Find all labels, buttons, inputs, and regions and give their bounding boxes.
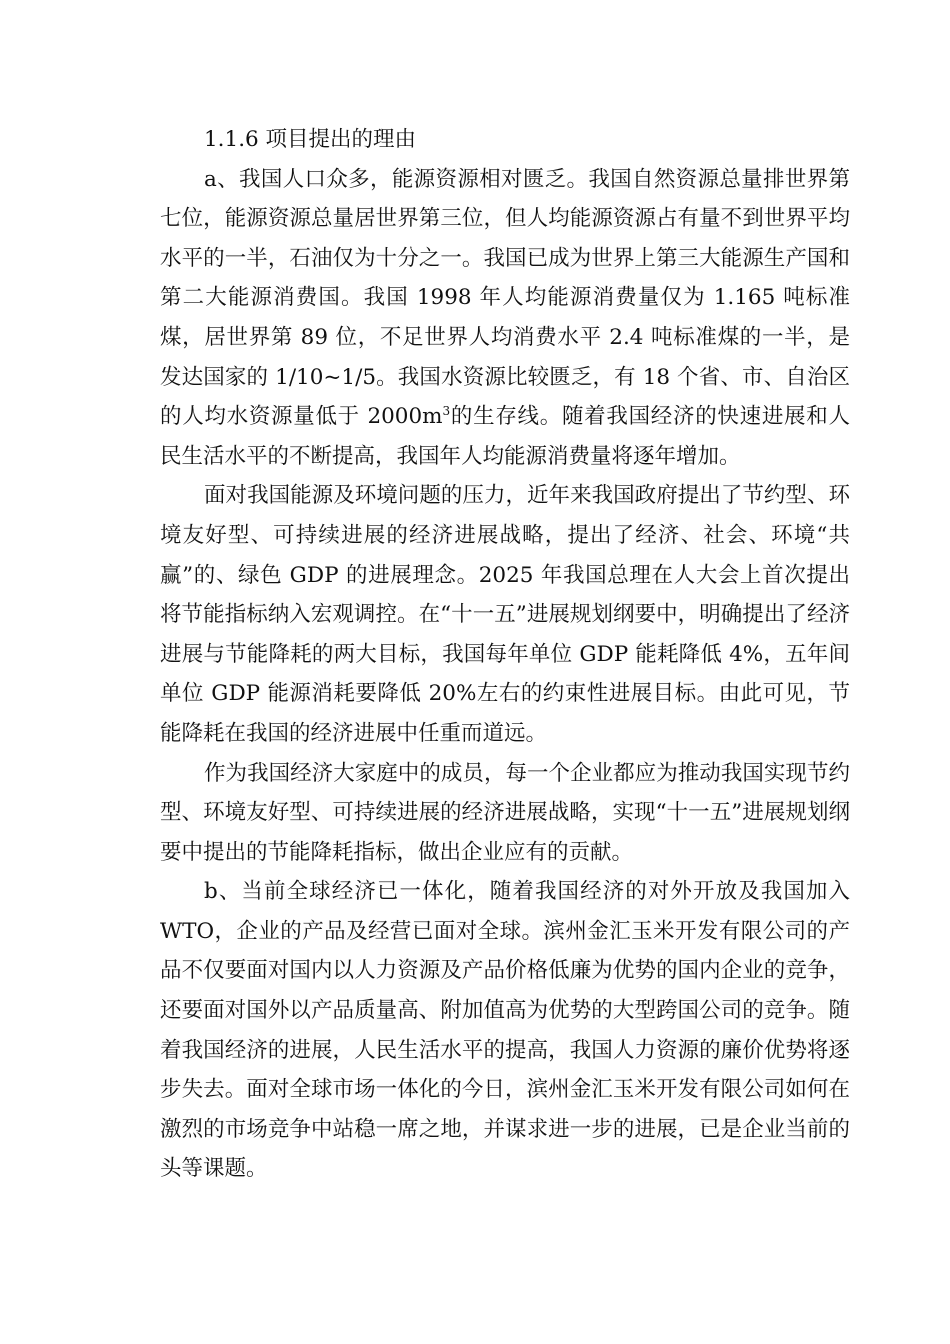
superscript-3: 3 xyxy=(442,404,451,418)
paragraph-a-text-end: 的生存线。随着我国经济的快速进展和人民生活水平的不断提高，我国年人均能源消费量将逐年增加。 xyxy=(160,404,850,469)
paragraph-enterprise: 作为我国经济大家庭中的成员，每一个企业都应为推动我国实现节约型、环境友好型、可持续进展的经济进展战略，实现“十一五”进展规划纲要中提出的节能降耗指标，做出企业应有的贡献。 xyxy=(160,760,850,865)
paragraph-a-text: a、我国人口众多，能源资源相对匮乏。我国自然资源总量排世界第七位，能源资源总量居世界第三位，但人均能源资源占有量不到世界平均水平的一半，石油仅为十分之一。我国已成为世界上第三大能源生产国和第二大能源消费国。我国 1998 年人均能源消费量仅为 1.165 吨标准煤，居世界第 89 位，不足世界人均消费水平 2.4 吨标准煤的一半，是发达国家的 1/10~1/5。我国水资源比较匮乏，有 18 个省、市、自治区的人均水资源量低于 2000m xyxy=(160,166,850,430)
paragraph-policy: 面对我国能源及环境问题的压力，近年来我国政府提出了节约型、环境友好型、可持续进展的经济进展战略，提出了经济、社会、环境“共赢”的、绿色 GDP 的进展理念。2025 年我国总理在人大会上首次提出将节能指标纳入宏观调控。在“十一五”进展规划纲要中，明确提出了经济进展与节能降耗的两大目标，我国每年单位 GDP 能耗降低 4%，五年间单位 GDP 能源消耗要降低 20%左右的约束性进展目标。由此可见，节能降耗在我国的经济进展中任重而道远。 xyxy=(160,483,850,746)
section-heading: 1.1.6 项目提出的理由 xyxy=(204,127,417,152)
paragraph-a xyxy=(160,160,850,477)
paragraph-b: b、当前全球经济已一体化，随着我国经济的对外开放及我国加入 WTO，企业的产品及经营已面对全球。滨州金汇玉米开发有限公司的产品不仅要面对国内以人力资源及产品价格低廉为优势的国内企业的竞争，还要面对国外以产品质量高、附加值高为优势的大型跨国公司的竞争。随着我国经济的进展，人民生活水平的提高，我国人力资源的廉价优势将逐步失去。面对全球市场一体化的今日，滨州金汇玉米开发有限公司如何在激烈的市场竞争中站稳一席之地，并谋求进一步的进展，已是企业当前的头等课题。 xyxy=(160,879,850,1182)
document-body xyxy=(160,120,850,1189)
